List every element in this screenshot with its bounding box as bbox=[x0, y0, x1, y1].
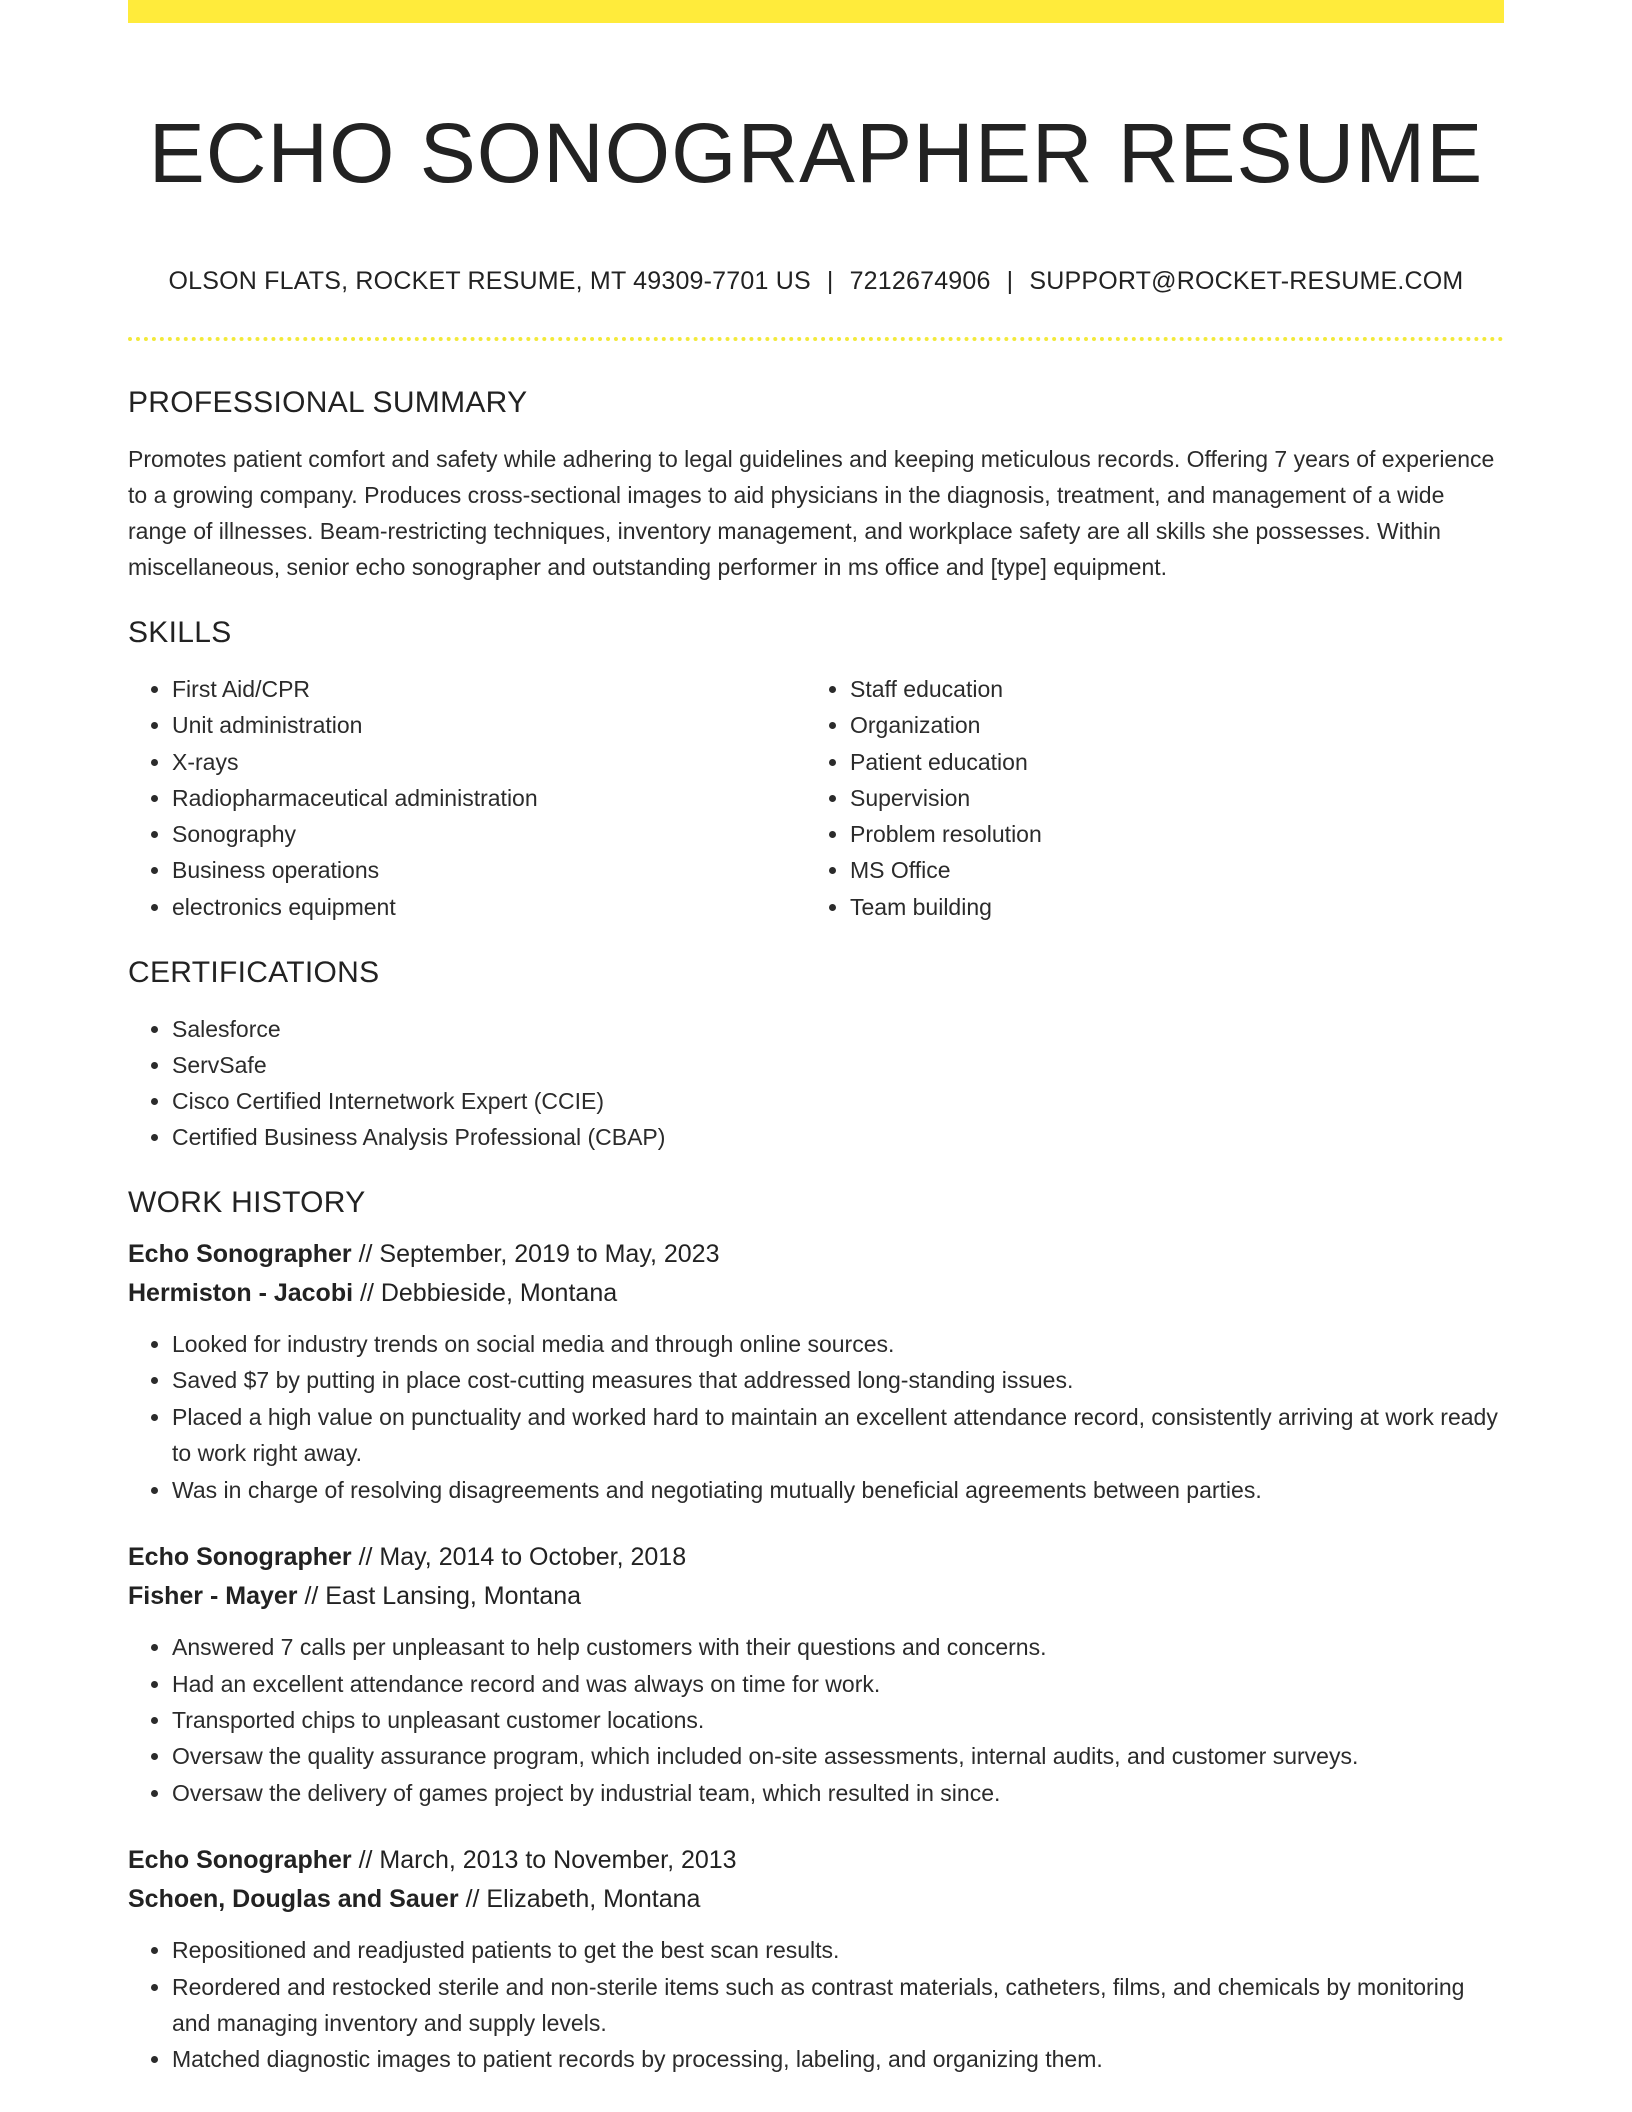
list-item: • Looked for industry trends on social media and through online sources. bbox=[172, 1326, 1504, 1362]
job-company: Schoen, Douglas and Sauer bbox=[128, 1885, 459, 1914]
job-entry bbox=[128, 1235, 1504, 1508]
list-item: • Oversaw the quality assurance program, which included on-site assessments, internal audits, and customer surveys. bbox=[172, 1738, 1504, 1774]
summary-heading: PROFESSIONAL SUMMARY bbox=[128, 386, 528, 419]
list-item: • Saved $7 by putting in place cost-cutting measures that addressed long-standing issues. bbox=[172, 1362, 1504, 1398]
list-item: • MS Office bbox=[850, 852, 1484, 888]
list-item: • Unit administration bbox=[172, 707, 806, 743]
list-item: • Patient education bbox=[850, 744, 1484, 780]
contact-separator: | bbox=[1006, 267, 1014, 295]
contact-separator: | bbox=[826, 267, 834, 295]
job-location: // Debbieside, Montana bbox=[360, 1279, 618, 1308]
list-item: • Team building bbox=[850, 889, 1484, 925]
job-title-line bbox=[128, 1235, 1504, 1274]
list-item: • electronics equipment bbox=[172, 889, 806, 925]
header-divider bbox=[128, 337, 1504, 341]
skills-list-right bbox=[806, 671, 1484, 925]
job-bullets bbox=[128, 1326, 1504, 1508]
contact-phone: 7212674906 bbox=[849, 267, 991, 295]
list-item: • Placed a high value on punctuality and worked hard to maintain an excellent attendance record, consistently arriving at work ready to work right away. bbox=[172, 1399, 1504, 1472]
list-item: • Staff education bbox=[850, 671, 1484, 707]
job-location: // East Lansing, Montana bbox=[304, 1582, 582, 1611]
contact-email: SUPPORT@ROCKET-RESUME.COM bbox=[1029, 267, 1464, 295]
job-entry bbox=[128, 1841, 1504, 2078]
resume-title: ECHO SONOGRAPHER RESUME bbox=[148, 106, 1484, 200]
job-location: // Elizabeth, Montana bbox=[465, 1885, 701, 1914]
accent-bar bbox=[128, 0, 1504, 23]
job-title: Echo Sonographer bbox=[128, 1543, 352, 1572]
list-item: • Supervision bbox=[850, 780, 1484, 816]
list-item: • Answered 7 calls per unpleasant to help customers with their questions and concerns. bbox=[172, 1629, 1504, 1665]
list-item: • X-rays bbox=[172, 744, 806, 780]
job-title-line bbox=[128, 1538, 1504, 1577]
contact-address: OLSON FLATS, ROCKET RESUME, MT 49309-7701 US bbox=[168, 267, 811, 295]
job-dates: // March, 2013 to November, 2013 bbox=[358, 1846, 737, 1875]
job-dates: // May, 2014 to October, 2018 bbox=[358, 1543, 687, 1572]
skills-grid bbox=[128, 671, 1504, 925]
certifications-heading: CERTIFICATIONS bbox=[128, 956, 380, 990]
summary-text: Promotes patient comfort and safety while adhering to legal guidelines and keeping meticulous records. Offering 7 years of experience to a growing company. Produces cross-sectional images to aid physicians in the diagnosis, treatment, and management of a wide range of illnesses. Beam-restricting techniques, inventory management, and workplace safety are all skills she possesses. Within miscellaneous, senior echo sonographer and outstanding performer in ms office and [type] equipment. bbox=[128, 446, 1495, 580]
job-dates: // September, 2019 to May, 2023 bbox=[358, 1240, 720, 1269]
list-item: • Was in charge of resolving disagreements and negotiating mutually beneficial agreements between parties. bbox=[172, 1472, 1504, 1508]
job-bullets bbox=[128, 1932, 1504, 2078]
list-item: • Cisco Certified Internetwork Expert (CCIE) bbox=[172, 1083, 1504, 1119]
list-item: • Reordered and restocked sterile and non-sterile items such as contrast materials, catheters, films, and chemicals by monitoring and managing inventory and supply levels. bbox=[172, 1969, 1504, 2042]
list-item: • Business operations bbox=[172, 852, 806, 888]
list-item: • Organization bbox=[850, 707, 1484, 743]
list-item: • Matched diagnostic images to patient records by processing, labeling, and organizing them. bbox=[172, 2041, 1504, 2077]
job-entry bbox=[128, 1538, 1504, 1811]
list-item: • Transported chips to unpleasant customer locations. bbox=[172, 1702, 1504, 1738]
job-bullets bbox=[128, 1629, 1504, 1811]
skills-list-left bbox=[128, 671, 806, 925]
list-item: • Radiopharmaceutical administration bbox=[172, 780, 806, 816]
certifications-list bbox=[128, 1011, 1504, 1155]
work-history-heading: WORK HISTORY bbox=[128, 1186, 366, 1220]
resume-page bbox=[128, 0, 1504, 2112]
list-item: • Sonography bbox=[172, 816, 806, 852]
job-company-line bbox=[128, 1274, 1504, 1313]
job-company: Hermiston - Jacobi bbox=[128, 1279, 354, 1308]
job-title: Echo Sonographer bbox=[128, 1846, 352, 1875]
list-item: • Had an excellent attendance record and was always on time for work. bbox=[172, 1666, 1504, 1702]
list-item: • Repositioned and readjusted patients to get the best scan results. bbox=[172, 1932, 1504, 1968]
contact-line bbox=[128, 265, 1504, 297]
list-item: • First Aid/CPR bbox=[172, 671, 806, 707]
list-item: • Salesforce bbox=[172, 1011, 1504, 1047]
skills-heading: SKILLS bbox=[128, 616, 232, 649]
list-item: • Certified Business Analysis Professional (CBAP) bbox=[172, 1119, 1504, 1155]
job-title: Echo Sonographer bbox=[128, 1240, 352, 1269]
job-company-line bbox=[128, 1577, 1504, 1616]
job-company-line bbox=[128, 1880, 1504, 1919]
list-item: • ServSafe bbox=[172, 1047, 1504, 1083]
list-item: • Problem resolution bbox=[850, 816, 1484, 852]
list-item: • Oversaw the delivery of games project by industrial team, which resulted in since. bbox=[172, 1775, 1504, 1811]
job-title-line bbox=[128, 1841, 1504, 1880]
job-company: Fisher - Mayer bbox=[128, 1582, 298, 1611]
